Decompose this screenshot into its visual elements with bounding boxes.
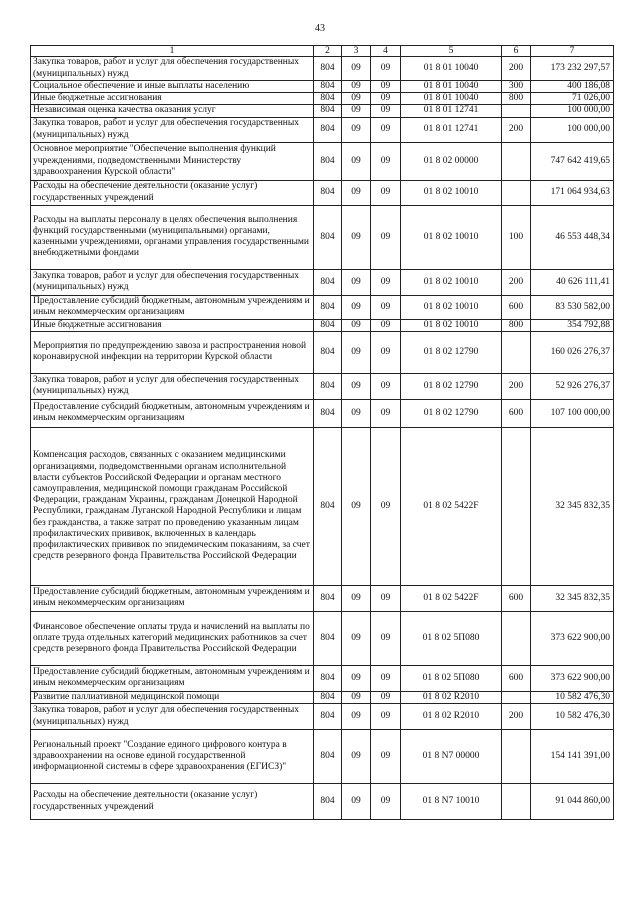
row-ministry-code: 804: [314, 704, 342, 730]
row-ministry-code: 804: [314, 585, 342, 611]
row-name: Расходы на обеспечение деятельности (оказание услуг) государственных учреждений: [31, 180, 314, 205]
row-ministry-code: 804: [314, 691, 342, 703]
row-amount: 10 582 476,30: [531, 691, 614, 703]
row-section-code: 09: [342, 585, 371, 611]
row-name: Закупка товаров, работ и услуг для обеспечения государственных (муниципальных) нужд: [31, 57, 314, 81]
row-expense-type-code: 200: [502, 373, 531, 399]
row-amount: 10 582 476,30: [531, 704, 614, 730]
row-target-code: 01 8 02 5422F: [401, 585, 502, 611]
table-row: [31, 784, 614, 820]
table-row: [31, 205, 614, 269]
row-section-code: 09: [342, 142, 371, 180]
row-name: Закупка товаров, работ и услуг для обеспечения государственных (муниципальных) нужд: [31, 269, 314, 295]
table-row: [31, 691, 614, 703]
row-section-code: 09: [342, 319, 371, 331]
row-subsection-code: 09: [371, 373, 401, 399]
row-section-code: 09: [342, 180, 371, 205]
table-row: [31, 105, 614, 117]
table-row: [31, 730, 614, 784]
row-subsection-code: 09: [371, 331, 401, 373]
row-ministry-code: 804: [314, 142, 342, 180]
row-name: Мероприятия по предупреждению завоза и распространения новой коронавирусной инфекции на территории Курской области: [31, 331, 314, 373]
row-target-code: 01 8 02 R2010: [401, 704, 502, 730]
row-section-code: 09: [342, 784, 371, 820]
row-name: Основное мероприятие "Обеспечение выполнения функций учреждениями, подведомственными Министерству здравоохранения Курской области": [31, 142, 314, 180]
table-row: [31, 611, 614, 665]
row-amount: 46 553 448,34: [531, 205, 614, 269]
row-amount: 52 926 276,37: [531, 373, 614, 399]
row-target-code: 01 8 02 10010: [401, 269, 502, 295]
row-name: Закупка товаров, работ и услуг для обеспечения государственных (муниципальных) нужд: [31, 117, 314, 142]
row-name: Закупка товаров, работ и услуг для обеспечения государственных (муниципальных) нужд: [31, 704, 314, 730]
row-amount: 373 622 900,00: [531, 665, 614, 691]
row-section-code: 09: [342, 331, 371, 373]
row-ministry-code: 804: [314, 93, 342, 105]
table-row: [31, 117, 614, 142]
table-row: [31, 269, 614, 295]
row-expense-type-code: [502, 331, 531, 373]
row-section-code: 09: [342, 81, 371, 93]
row-amount: 100 000,00: [531, 117, 614, 142]
header-row: [31, 46, 614, 57]
row-subsection-code: 09: [371, 399, 401, 427]
row-ministry-code: 804: [314, 180, 342, 205]
row-amount: 40 626 111,41: [531, 269, 614, 295]
table-row: [31, 93, 614, 105]
row-target-code: 01 8 N7 10010: [401, 784, 502, 820]
row-target-code: 01 8 01 10040: [401, 57, 502, 81]
row-name: Иные бюджетные ассигнования: [31, 93, 314, 105]
row-name: Развитие паллиативной медицинской помощи: [31, 691, 314, 703]
row-expense-type-code: 200: [502, 117, 531, 142]
row-name: Предоставление субсидий бюджетным, автономным учреждениям и иным некоммерческим организациям: [31, 399, 314, 427]
row-ministry-code: 804: [314, 205, 342, 269]
page-number: 43: [315, 23, 325, 34]
row-section-code: 09: [342, 117, 371, 142]
row-amount: 373 622 900,00: [531, 611, 614, 665]
row-subsection-code: 09: [371, 57, 401, 81]
row-expense-type-code: 600: [502, 665, 531, 691]
row-ministry-code: 804: [314, 331, 342, 373]
table-body: [31, 57, 614, 820]
row-section-code: 09: [342, 205, 371, 269]
row-expense-type-code: 300: [502, 81, 531, 93]
table-row: [31, 427, 614, 585]
row-amount: 400 186,08: [531, 81, 614, 93]
table-row: [31, 57, 614, 81]
row-expense-type-code: [502, 691, 531, 703]
row-target-code: 01 8 02 10010: [401, 180, 502, 205]
row-subsection-code: 09: [371, 93, 401, 105]
table-row: [31, 585, 614, 611]
row-target-code: 01 8 02 00000: [401, 142, 502, 180]
row-amount: 32 345 832,35: [531, 585, 614, 611]
row-amount: 171 064 934,63: [531, 180, 614, 205]
row-target-code: 01 8 02 10010: [401, 205, 502, 269]
row-section-code: 09: [342, 611, 371, 665]
row-ministry-code: 804: [314, 611, 342, 665]
row-expense-type-code: 200: [502, 269, 531, 295]
row-name: Социальное обеспечение и иные выплаты населению: [31, 81, 314, 93]
row-expense-type-code: 600: [502, 295, 531, 319]
row-amount: 71 026,00: [531, 93, 614, 105]
table-row: [31, 295, 614, 319]
row-expense-type-code: 600: [502, 585, 531, 611]
row-section-code: 09: [342, 57, 371, 81]
row-target-code: 01 8 02 R2010: [401, 691, 502, 703]
row-subsection-code: 09: [371, 105, 401, 117]
row-target-code: 01 8 02 5422F: [401, 427, 502, 585]
row-subsection-code: 09: [371, 611, 401, 665]
row-section-code: 09: [342, 665, 371, 691]
row-target-code: 01 8 02 10010: [401, 295, 502, 319]
row-expense-type-code: 800: [502, 93, 531, 105]
row-target-code: 01 8 01 12741: [401, 117, 502, 142]
table-row: [31, 81, 614, 93]
row-amount: 91 044 860,00: [531, 784, 614, 820]
row-section-code: 09: [342, 704, 371, 730]
row-amount: 83 530 582,00: [531, 295, 614, 319]
row-section-code: 09: [342, 295, 371, 319]
row-name: Расходы на обеспечение деятельности (оказание услуг) государственных учреждений: [31, 784, 314, 820]
row-expense-type-code: [502, 105, 531, 117]
row-expense-type-code: [502, 142, 531, 180]
row-ministry-code: 804: [314, 117, 342, 142]
row-section-code: 09: [342, 427, 371, 585]
row-expense-type-code: 200: [502, 704, 531, 730]
row-expense-type-code: [502, 611, 531, 665]
row-expense-type-code: [502, 730, 531, 784]
row-subsection-code: 09: [371, 81, 401, 93]
row-subsection-code: 09: [371, 427, 401, 585]
row-name: Предоставление субсидий бюджетным, автономным учреждениям и иным некоммерческим организациям: [31, 295, 314, 319]
row-ministry-code: 804: [314, 730, 342, 784]
row-amount: 154 141 391,00: [531, 730, 614, 784]
table-row: [31, 180, 614, 205]
header-col-1: 1: [31, 46, 314, 57]
table-row: [31, 373, 614, 399]
row-section-code: 09: [342, 269, 371, 295]
table-row: [31, 331, 614, 373]
row-name: Закупка товаров, работ и услуг для обеспечения государственных (муниципальных) нужд: [31, 373, 314, 399]
row-amount: 100 000,00: [531, 105, 614, 117]
row-name: Компенсация расходов, связанных с оказанием медицинскими организациями, подведомственными органам исполнительной власти субъектов Российской Федерации и органам местного самоуправления, медицинской помощи гражданам Российской Федерации, гражданам Украины, гражданам Донецкой Народной Республики, гражданам Луганской Народной Республики и лицам без гражданства, а также затрат по проведению указанным лицам профилактических прививок, включенных в календарь профилактических прививок по эпидемическим показаниям, за счет средств резервного фонда Правительства Российской Федерации: [31, 427, 314, 585]
row-subsection-code: 09: [371, 784, 401, 820]
row-section-code: 09: [342, 691, 371, 703]
row-name: Иные бюджетные ассигнования: [31, 319, 314, 331]
row-amount: 173 232 297,57: [531, 57, 614, 81]
row-subsection-code: 09: [371, 665, 401, 691]
row-target-code: 01 8 02 5П080: [401, 611, 502, 665]
row-amount: 160 026 276,37: [531, 331, 614, 373]
row-target-code: 01 8 01 12741: [401, 105, 502, 117]
table-row: [31, 142, 614, 180]
row-subsection-code: 09: [371, 269, 401, 295]
header-col-6: 6: [502, 46, 531, 57]
row-expense-type-code: [502, 427, 531, 585]
row-ministry-code: 804: [314, 665, 342, 691]
row-expense-type-code: 600: [502, 399, 531, 427]
row-section-code: 09: [342, 399, 371, 427]
row-target-code: 01 8 01 10040: [401, 93, 502, 105]
row-target-code: 01 8 02 12790: [401, 373, 502, 399]
row-target-code: 01 8 02 5П080: [401, 665, 502, 691]
row-expense-type-code: 800: [502, 319, 531, 331]
row-section-code: 09: [342, 105, 371, 117]
row-amount: 107 100 000,00: [531, 399, 614, 427]
row-ministry-code: 804: [314, 81, 342, 93]
header-col-4: 4: [371, 46, 401, 57]
row-name: Предоставление субсидий бюджетным, автономным учреждениям и иным некоммерческим организациям: [31, 665, 314, 691]
row-amount: 32 345 832,35: [531, 427, 614, 585]
row-subsection-code: 09: [371, 295, 401, 319]
row-name: Региональный проект "Создание единого цифрового контура в здравоохранении на основе единой государственной информационной системы в сфере здравоохранения (ЕГИСЗ)": [31, 730, 314, 784]
row-target-code: 01 8 02 12790: [401, 331, 502, 373]
table-row: [31, 704, 614, 730]
row-subsection-code: 09: [371, 691, 401, 703]
row-name: Расходы на выплаты персоналу в целях обеспечения выполнения функций государственными (муниципальными) органами, казенными учреждениями, органами управления государственными внебюджетными фондами: [31, 205, 314, 269]
row-target-code: 01 8 02 12790: [401, 399, 502, 427]
row-target-code: 01 8 02 10010: [401, 319, 502, 331]
row-name: Независимая оценка качества оказания услуг: [31, 105, 314, 117]
header-col-5: 5: [401, 46, 502, 57]
row-name: Финансовое обеспечение оплаты труда и начислений на выплаты по оплате труда отдельных категорий медицинских работников за счет средств резервного фонда Правительства Российской Федерации: [31, 611, 314, 665]
row-subsection-code: 09: [371, 585, 401, 611]
row-subsection-code: 09: [371, 319, 401, 331]
row-ministry-code: 804: [314, 295, 342, 319]
budget-table: [30, 45, 614, 820]
row-ministry-code: 804: [314, 269, 342, 295]
row-ministry-code: 804: [314, 105, 342, 117]
row-expense-type-code: [502, 180, 531, 205]
row-target-code: 01 8 N7 00000: [401, 730, 502, 784]
row-subsection-code: 09: [371, 142, 401, 180]
header-col-2: 2: [314, 46, 342, 57]
row-ministry-code: 804: [314, 427, 342, 585]
table-row: [31, 665, 614, 691]
table-row: [31, 399, 614, 427]
row-section-code: 09: [342, 373, 371, 399]
row-expense-type-code: 200: [502, 57, 531, 81]
row-ministry-code: 804: [314, 399, 342, 427]
row-ministry-code: 804: [314, 57, 342, 81]
row-expense-type-code: [502, 784, 531, 820]
row-name: Предоставление субсидий бюджетным, автономным учреждениям и иным некоммерческим организациям: [31, 585, 314, 611]
row-subsection-code: 09: [371, 205, 401, 269]
row-amount: 747 642 419,65: [531, 142, 614, 180]
row-expense-type-code: 100: [502, 205, 531, 269]
row-subsection-code: 09: [371, 730, 401, 784]
row-target-code: 01 8 01 10040: [401, 81, 502, 93]
row-amount: 354 792,88: [531, 319, 614, 331]
row-subsection-code: 09: [371, 117, 401, 142]
header-col-3: 3: [342, 46, 371, 57]
table-row: [31, 319, 614, 331]
header-col-7: 7: [531, 46, 614, 57]
row-ministry-code: 804: [314, 319, 342, 331]
row-section-code: 09: [342, 93, 371, 105]
row-ministry-code: 804: [314, 373, 342, 399]
row-ministry-code: 804: [314, 784, 342, 820]
row-section-code: 09: [342, 730, 371, 784]
row-subsection-code: 09: [371, 704, 401, 730]
row-subsection-code: 09: [371, 180, 401, 205]
